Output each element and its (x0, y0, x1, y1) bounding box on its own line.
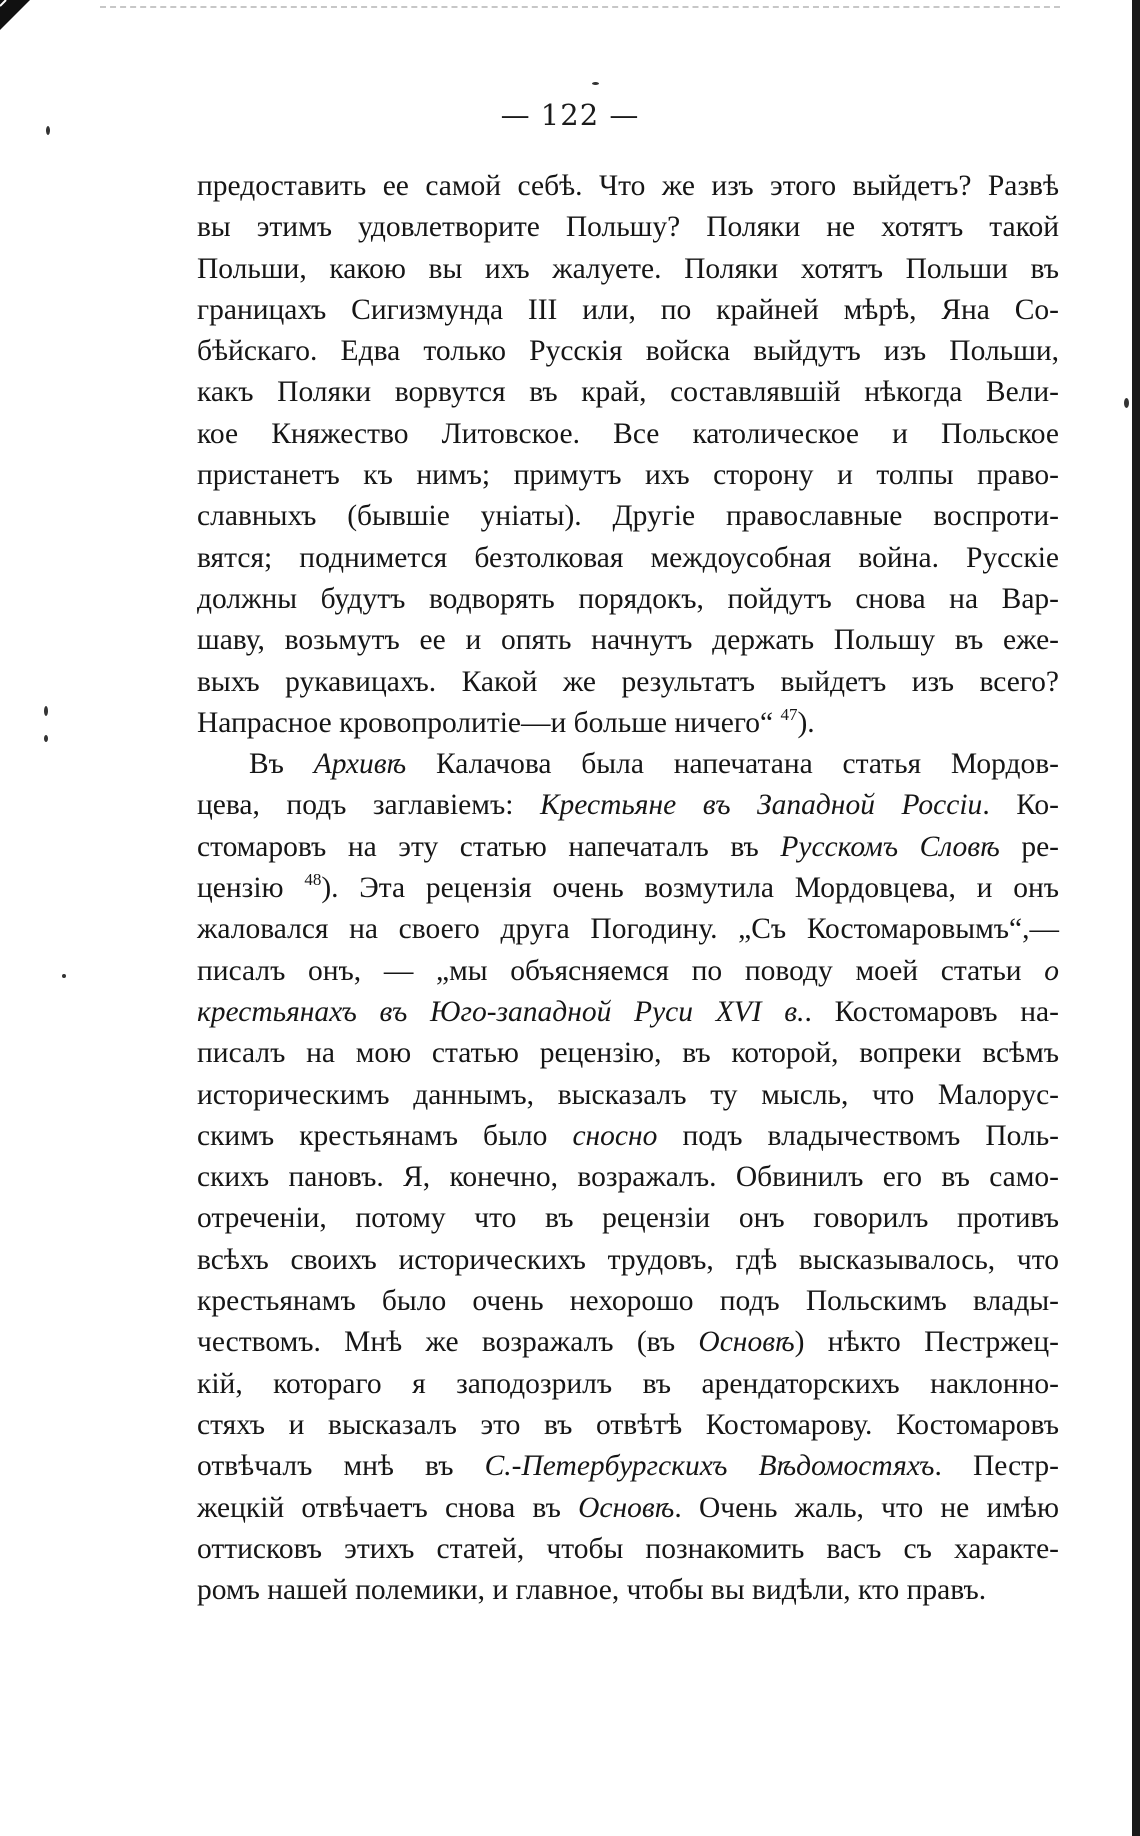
scan-speck (44, 735, 48, 742)
italic-title: о (1044, 954, 1059, 987)
text-line: ромъ нашей полемики, и главное, чтобы вы видѣли, кто правъ. (197, 1574, 987, 1607)
text-line: бѣйскаго. Едва только Русскія войска выйдутъ изъ Польши, (197, 335, 1059, 368)
text-line: отреченіи, потому что въ рецензіи онъ говорилъ противъ (197, 1202, 1059, 1235)
text-line: писалъ на мою статью рецензію, въ которой, вопреки всѣмъ (197, 1037, 1059, 1070)
text-line: стомаровъ на эту статью напечаталъ въ Русскомъ Словѣ ре- (197, 830, 1060, 863)
footnote-ref: 48 (304, 870, 322, 890)
scan-speck (592, 82, 599, 85)
text-line: жаловался на своего друга Погодину. „Съ Костомаровымъ“,— (197, 913, 1059, 946)
paragraph-1 (197, 166, 1059, 744)
text-line: крестьянамъ было очень нехорошо подъ Польскимъ влады- (197, 1285, 1059, 1318)
italic-title: С.-Петербургскихъ Вѣдомостяхъ (484, 1450, 935, 1483)
text-line: шаву, возьмутъ ее и опять начнутъ держать Польшу въ еже- (197, 624, 1059, 657)
italic-title: Архивѣ (313, 748, 407, 781)
text-line: Въ Архивѣ Калачова была напечатана статья Мордов- (249, 748, 1059, 781)
text-line: скимъ крестьянамъ было сносно подъ владычествомъ Поль- (197, 1119, 1059, 1152)
scan-speck (44, 706, 48, 716)
text-line: чествомъ. Мнѣ же возражалъ (въ Основѣ) нѣкто Пестржец- (197, 1326, 1060, 1359)
text-line: скихъ пановъ. Я, конечно, возражалъ. Обвинилъ его въ само- (197, 1161, 1059, 1194)
text-line: стяхъ и высказалъ это въ отвѣтѣ Костомарову. Костомаровъ (197, 1408, 1059, 1441)
italic-title: Русскомъ Словѣ (780, 830, 1000, 863)
page-number: — 122 — (500, 98, 640, 132)
text-line: выхъ рукавицахъ. Какой же результатъ выйдетъ изъ всего? (197, 665, 1059, 698)
italic-word: сносно (572, 1119, 658, 1152)
text-line: вы этимъ удовлетворите Польшу? Поляки не хотятъ такой (197, 211, 1059, 244)
text-line: жецкій отвѣчаетъ снова въ Основѣ. Очень жаль, что не имѣю (197, 1491, 1059, 1524)
text-line: историческимъ даннымъ, высказалъ ту мысль, что Малорус- (197, 1078, 1059, 1111)
footnote-ref: 47 (780, 704, 798, 724)
text-line: должны будутъ водворять порядокъ, пойдутъ снова на Вар- (197, 582, 1059, 615)
text-line: цензію $^{48}$). Эта рецензія очень возмутила Мордовцева, и онъ (197, 870, 1059, 905)
text-line: Польши, какою вы ихъ жалуете. Поляки хотятъ Польши въ (197, 252, 1059, 285)
scan-speck (62, 974, 66, 978)
text-line: цева, подъ заглавіемъ: Крестьяне въ Западной Россіи. Ко- (197, 789, 1059, 822)
text-line: какъ Поляки ворвутся въ край, составлявшій нѣкогда Вели- (197, 376, 1059, 409)
text-line: предоставить ее самой себѣ. Что же изъ этого выйдетъ? Развѣ (197, 170, 1059, 202)
body-text (197, 166, 1059, 1611)
page-corner-fold-icon (0, 0, 34, 34)
text-line: отвѣчалъ мнѣ въ С.-Петербургскихъ Вѣдомостяхъ. Пестр- (197, 1450, 1059, 1483)
text-line: кій, котораго я заподозрилъ въ арендаторскихъ наклонно- (197, 1367, 1059, 1400)
italic-title: крестьянахъ въ Юго-западной Руси XVI в. (197, 995, 805, 1028)
text-line: кое Княжество Литовское. Все католическое и Польское (197, 417, 1059, 450)
text-line: Напрасное кровопролитіе—и больше ничего“ $^{47}$). (197, 704, 815, 739)
text-line: всѣхъ своихъ историческихъ трудовъ, гдѣ высказывалось, что (197, 1243, 1059, 1276)
italic-title: Основѣ (698, 1326, 795, 1359)
text-line: вятся; поднимется безтолковая междоусобная война. Русскіе (197, 541, 1059, 574)
text-line: крестьянахъ въ Юго-западной Руси XVI в.. Костомаровъ на- (197, 995, 1059, 1028)
italic-title: Основѣ (578, 1491, 675, 1524)
text-line: пристанетъ къ нимъ; примутъ ихъ сторону и толпы право- (197, 459, 1059, 492)
text-line: оттисковъ этихъ статей, чтобы познакомить васъ съ характе- (197, 1532, 1059, 1565)
scan-edge-bar (1132, 0, 1140, 1836)
text-line: писалъ онъ, — „мы объясняемся по поводу моей статьи о (197, 954, 1059, 987)
text-line: славныхъ (бывшіе уніаты). Другіе православные воспроти- (197, 500, 1059, 533)
italic-title: Крестьяне въ Западной Россіи (539, 789, 983, 822)
paragraph-2 (197, 744, 1059, 1611)
scan-speck (1124, 398, 1129, 408)
scan-edge-line (100, 6, 1060, 8)
text-line: границахъ Сигизмунда III или, по крайней мѣрѣ, Яна Со- (197, 293, 1059, 326)
